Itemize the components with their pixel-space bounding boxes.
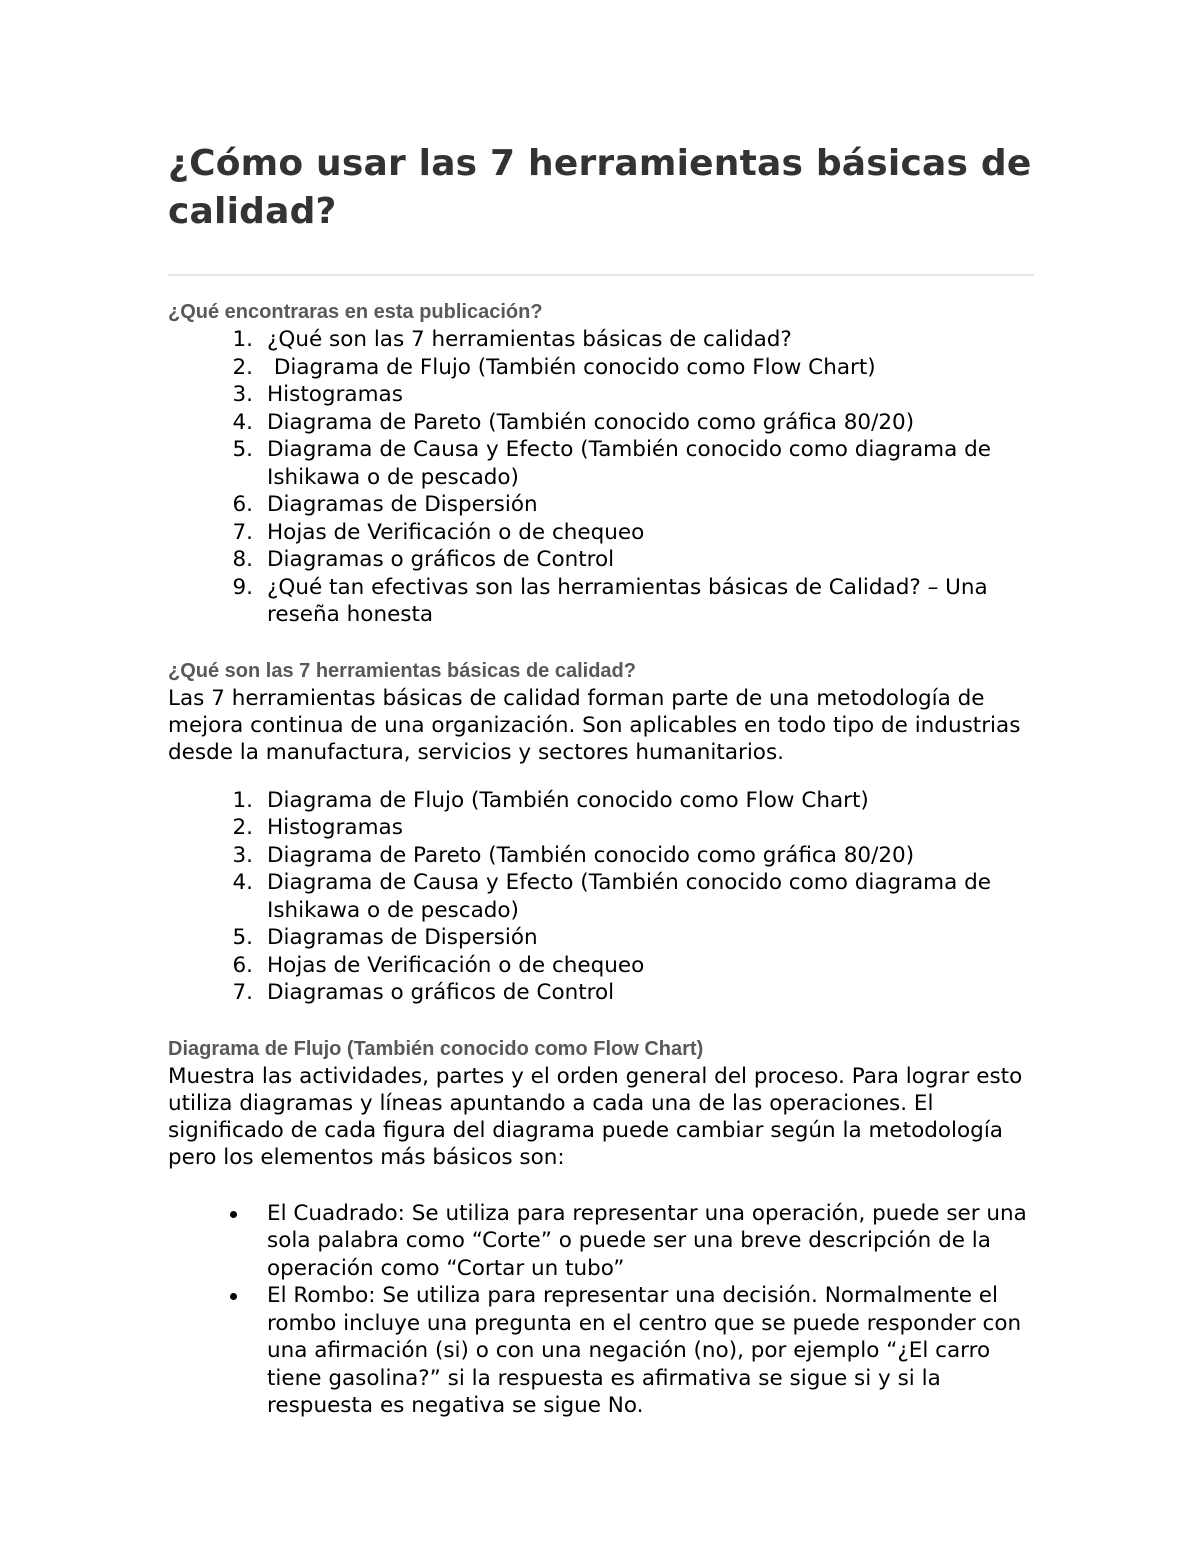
list-number: 2.: [232, 815, 253, 840]
list-item-text: Histogramas: [267, 815, 403, 840]
list-number: 6.: [232, 952, 253, 978]
list-item-text: Diagrama de Flujo (También conocido como Flow Chart): [267, 787, 869, 813]
section-paragraph-flow-chart: Muestra las actividades, partes y el orden general del proceso. Para lograr esto utiliza diagramas y líneas apuntando a cada una de las operaciones. El significado de cada figura del diagrama puede cambiar según la metodología pero los elementos más básicos son:: [168, 1063, 1023, 1170]
list-item: [168, 519, 1034, 547]
list-item: [168, 952, 1034, 980]
list-item: [168, 869, 1034, 924]
spacer: [168, 1007, 1034, 1036]
list-number: 4.: [232, 409, 253, 435]
section-heading-flow-chart: Diagrama de Flujo (También conocido como Flow Chart): [168, 1037, 704, 1060]
section-paragraph-tools: Las 7 herramientas básicas de calidad forman parte de una metodología de mejora continua de una organización. Son aplicables en todo tipo de industrias desde la manufactura, servicios y sectores humanitarios.: [168, 685, 1021, 765]
list-number: 1.: [232, 327, 253, 352]
document-title: ¿Cómo usar las 7 herramientas básicas de calidad?: [168, 143, 1032, 232]
bullet-icon: [230, 1293, 237, 1300]
list-number: 5.: [232, 925, 253, 950]
list-item-text: Diagramas de Dispersión: [267, 925, 538, 950]
list-number: 1.: [232, 787, 253, 813]
list-item: [168, 574, 1034, 629]
list-item-text: El Cuadrado: Se utiliza para representar una operación, puede ser una sola palabra como “Corte” o puede ser una breve descripción de la operación como “Cortar un tubo”: [267, 1200, 1027, 1281]
list-item: [168, 491, 1034, 519]
list-item-text: El Rombo: Se utiliza para representar una decisión. Normalmente el rombo incluye una pregunta en el centro que se puede responder con una afirmación (si) o con una negación (no), por ejemplo “¿El carro tiene gasolina?” si la respuesta es afirmativa se sigue si y si la respuesta es negativa se sigue No.: [267, 1283, 1022, 1418]
bullet-icon: [230, 1211, 237, 1218]
list-item-text: Hojas de Verificación o de chequeo: [267, 519, 645, 545]
tools-list: [168, 787, 1034, 1007]
list-item: [168, 814, 1034, 842]
list-item: [168, 409, 1034, 437]
title-divider: [168, 274, 1034, 276]
list-item-text: Histogramas: [267, 382, 403, 407]
list-item: [168, 354, 1034, 382]
list-item-text: ¿Qué son las 7 herramientas básicas de calidad?: [267, 327, 792, 352]
list-number: 6.: [232, 492, 253, 517]
list-item-text: Diagrama de Pareto (También conocido como gráfica 80/20): [267, 842, 915, 868]
list-item-text: Diagramas o gráficos de Control: [267, 980, 615, 1005]
list-item-text: Diagrama de Causa y Efecto (También conocido como diagrama de Ishikawa o de pescado): [267, 870, 991, 923]
list-item: [168, 787, 1034, 815]
list-item: [168, 546, 1034, 574]
list-item-text: Diagrama de Causa y Efecto (También conocido como diagrama de Ishikawa o de pescado): [267, 437, 991, 490]
list-item-text: Diagramas o gráficos de Control: [267, 547, 615, 572]
list-number: 7.: [232, 980, 253, 1005]
section-heading-tools: ¿Qué son las 7 herramientas básicas de calidad?: [168, 659, 636, 682]
list-item-text: ¿Qué tan efectivas son las herramientas básicas de Calidad? – Una reseña honesta: [267, 574, 988, 627]
list-item: [168, 1200, 1034, 1283]
list-item-text: Diagrama de Pareto (También conocido como gráfica 80/20): [267, 409, 915, 435]
list-item: [168, 436, 1034, 491]
list-number: 8.: [232, 547, 253, 572]
list-number: 7.: [232, 519, 253, 545]
list-item: [168, 326, 1034, 354]
list-number: 4.: [232, 870, 253, 895]
list-number: 9.: [232, 574, 253, 600]
shapes-bullet-list: [168, 1200, 1034, 1420]
list-item: [168, 1282, 1034, 1420]
list-item: [168, 381, 1034, 409]
list-number: 3.: [232, 382, 253, 407]
list-number: 2.: [232, 354, 253, 380]
spacer: [168, 629, 1034, 658]
document-content: [168, 140, 1034, 1420]
list-number: 3.: [232, 842, 253, 868]
spacer: [168, 766, 1034, 787]
list-item: [168, 842, 1034, 870]
list-number: 5.: [232, 437, 253, 462]
list-item-text: Hojas de Verificación o de chequeo: [267, 952, 645, 978]
list-item-text: Diagramas de Dispersión: [267, 492, 538, 517]
toc-heading: ¿Qué encontraras en esta publicación?: [168, 301, 543, 323]
toc-list: [168, 326, 1034, 629]
list-item: [168, 979, 1034, 1007]
spacer: [168, 1171, 1034, 1200]
list-item: [168, 924, 1034, 952]
list-item-text: Diagrama de Flujo (También conocido como Flow Chart): [267, 354, 876, 380]
